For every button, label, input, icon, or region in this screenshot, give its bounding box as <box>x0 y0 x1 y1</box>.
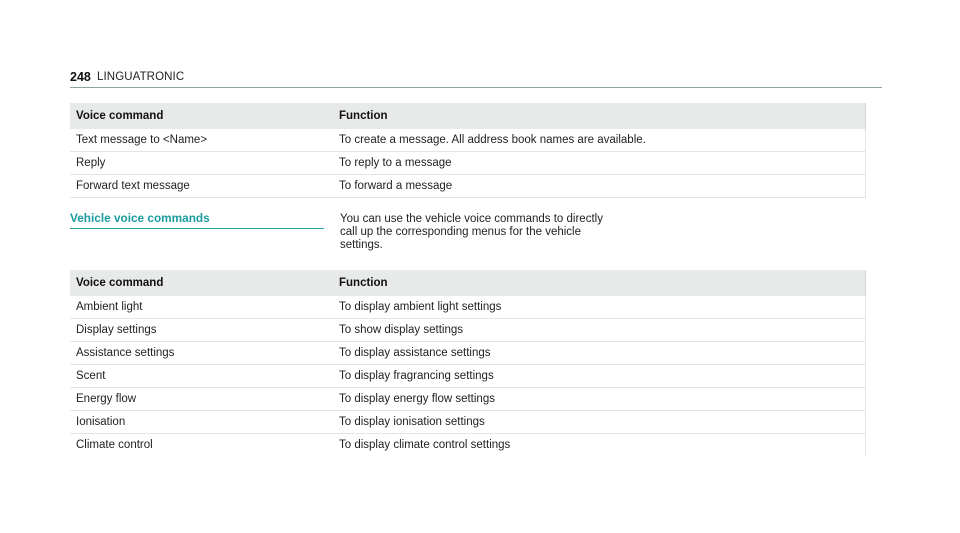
column-header-voice-command: Voice command <box>70 270 333 296</box>
table-row <box>70 388 865 411</box>
vehicle-commands-table <box>70 270 866 456</box>
voice-command-cell: Reply <box>70 152 333 175</box>
table-row <box>70 434 865 457</box>
voice-command-cell: Scent <box>70 365 333 388</box>
table-row <box>70 365 865 388</box>
table-row <box>70 411 865 434</box>
voice-command-cell: Assistance settings <box>70 342 333 365</box>
table-header-row <box>70 270 865 296</box>
function-cell: To display assistance settings <box>333 342 865 365</box>
section-heading-vehicle-voice-commands: Vehicle voice commands <box>70 211 324 229</box>
column-header-function: Function <box>333 270 865 296</box>
voice-command-cell: Display settings <box>70 319 333 342</box>
voice-command-cell: Ionisation <box>70 411 333 434</box>
messaging-commands-table <box>70 103 866 198</box>
page-header <box>70 70 882 88</box>
function-cell: To display ionisation settings <box>333 411 865 434</box>
voice-command-cell: Text message to <Name> <box>70 129 333 152</box>
voice-command-cell: Climate control <box>76 439 153 451</box>
function-cell: To reply to a message <box>333 152 865 175</box>
function-cell: To display ambient light settings <box>333 296 865 319</box>
function-cell: To display fragrancing settings <box>333 365 865 388</box>
function-cell: To show display settings <box>333 319 865 342</box>
voice-command-cell: Energy flow <box>70 388 333 411</box>
section-intro-text: You can use the vehicle voice commands to directly call up the corresponding menus for the vehicle settings. <box>340 213 603 251</box>
table-header-row <box>70 103 865 129</box>
table-row <box>70 175 865 198</box>
function-cell: To forward a message <box>333 175 865 198</box>
function-cell: To display energy flow settings <box>333 388 865 411</box>
function-cell: To display climate control settings <box>333 434 865 457</box>
column-header-voice-command: Voice command <box>70 103 333 129</box>
table-row <box>70 342 865 365</box>
function-cell: To create a message. All address book names are available. <box>333 129 865 152</box>
page-number: 248 <box>70 70 91 84</box>
table-row <box>70 129 865 152</box>
table-row <box>70 152 865 175</box>
column-header-function: Function <box>333 103 865 129</box>
table-row <box>70 296 865 319</box>
voice-command-cell: Forward text message <box>70 175 333 198</box>
chapter-title: LINGUATRONIC <box>97 71 185 83</box>
table-row <box>70 319 865 342</box>
voice-command-cell: Ambient light <box>70 296 333 319</box>
